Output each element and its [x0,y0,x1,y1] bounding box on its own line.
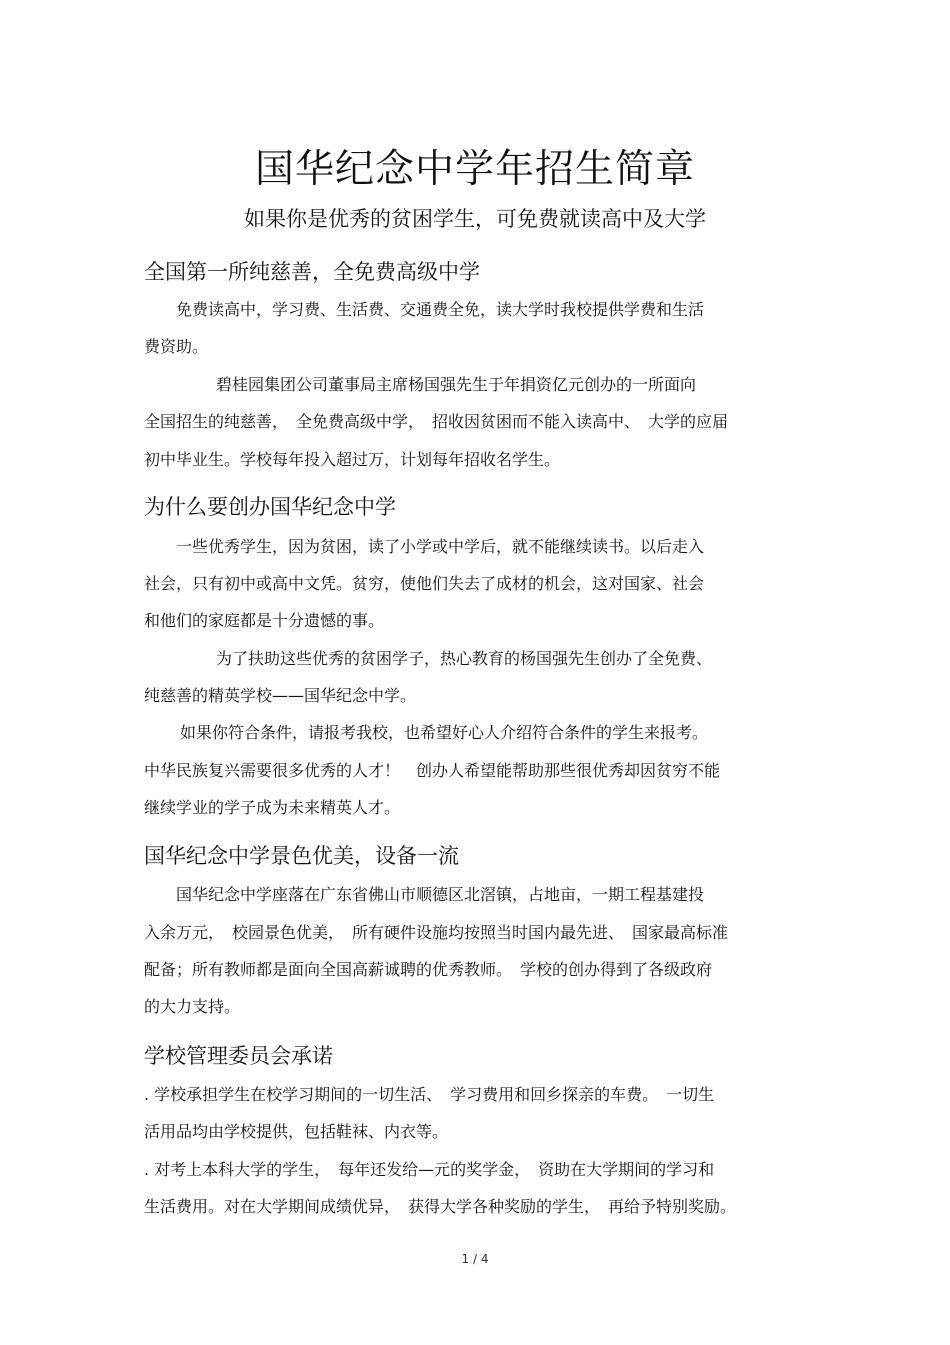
paragraph-line: 中华民族复兴需要很多优秀的人才！ 创办人希望能帮助那些很优秀却因贫穷不能 [144,761,721,780]
page-title: 国华纪念中学年招生简章 [254,147,695,192]
section-heading: 为什么要创办国华纪念中学 [144,495,396,519]
page-subtitle: 如果你是优秀的贫困学生，可免费就读高中及大学 [244,207,706,231]
section-heading: 国华纪念中学景色优美，设备一流 [144,844,459,868]
paragraph-line: 碧桂园集团公司董事局主席杨国强先生于年捐资亿元创办的一所面向 [216,375,697,394]
paragraph-line: 的大力支持。 [144,997,241,1016]
section-heading: 学校管理委员会承诺 [144,1044,333,1068]
section-heading: 全国第一所纯慈善，全免费高级中学 [144,260,480,284]
page-indicator: 1 / 4 [461,1252,489,1266]
list-item-line: 活用品均由学校提供，包括鞋袜、内衣等。 [144,1122,449,1141]
paragraph-line: 配备；所有教师都是面向全国高薪诚聘的优秀教师。 学校的创办得到了各级政府 [144,960,713,979]
paragraph-line: 为了扶助这些优秀的贫困学子，热心教育的杨国强先生创办了全免费、 [216,649,713,668]
list-item-line: 生活费用。对在大学期间成绩优异， 获得大学各种奖励的学生， 再给予特别奖励。 [144,1197,737,1216]
paragraph-line: 初中毕业生。学校每年投入超过万，计划每年招收名学生。 [144,450,561,469]
list-item-line: . 学校承担学生在校学习期间的一切生活、 学习费用和回乡探亲的车费。 一切生 [144,1085,715,1104]
paragraph-line: 继续学业的学子成为未来精英人才。 [144,798,401,817]
paragraph-line: 纯慈善的精英学校——国华纪念中学。 [144,686,417,705]
paragraph-line: 费资助。 [144,337,209,356]
paragraph-line: 入余万元， 校园景色优美， 所有硬件设施均按照当时国内最先进、 国家最高标准 [144,923,729,942]
paragraph-line: 一些优秀学生，因为贫困，读了小学或中学后，就不能继续读书。以后走入 [176,537,705,556]
paragraph-line: 免费读高中，学习费、生活费、交通费全免，读大学时我校提供学费和生活 [176,300,705,319]
list-item-line: . 对考上本科大学的学生， 每年还发给—元的奖学金， 资助在大学期间的学习和 [144,1160,715,1179]
paragraph-line: 和他们的家庭都是十分遗憾的事。 [144,611,385,630]
paragraph-line: 社会，只有初中或高中文凭。贫穷，使他们失去了成材的机会，这对国家、社会 [144,574,705,593]
paragraph-line: 如果你符合条件，请报考我校，也希望好心人介绍符合条件的学生来报考。 [180,723,709,742]
paragraph-line: 全国招生的纯慈善， 全免费高级中学， 招收因贫困而不能入读高中、 大学的应届 [144,412,729,431]
paragraph-line: 国华纪念中学座落在广东省佛山市顺德区北滘镇，占地亩，一期工程基建投 [176,885,705,904]
